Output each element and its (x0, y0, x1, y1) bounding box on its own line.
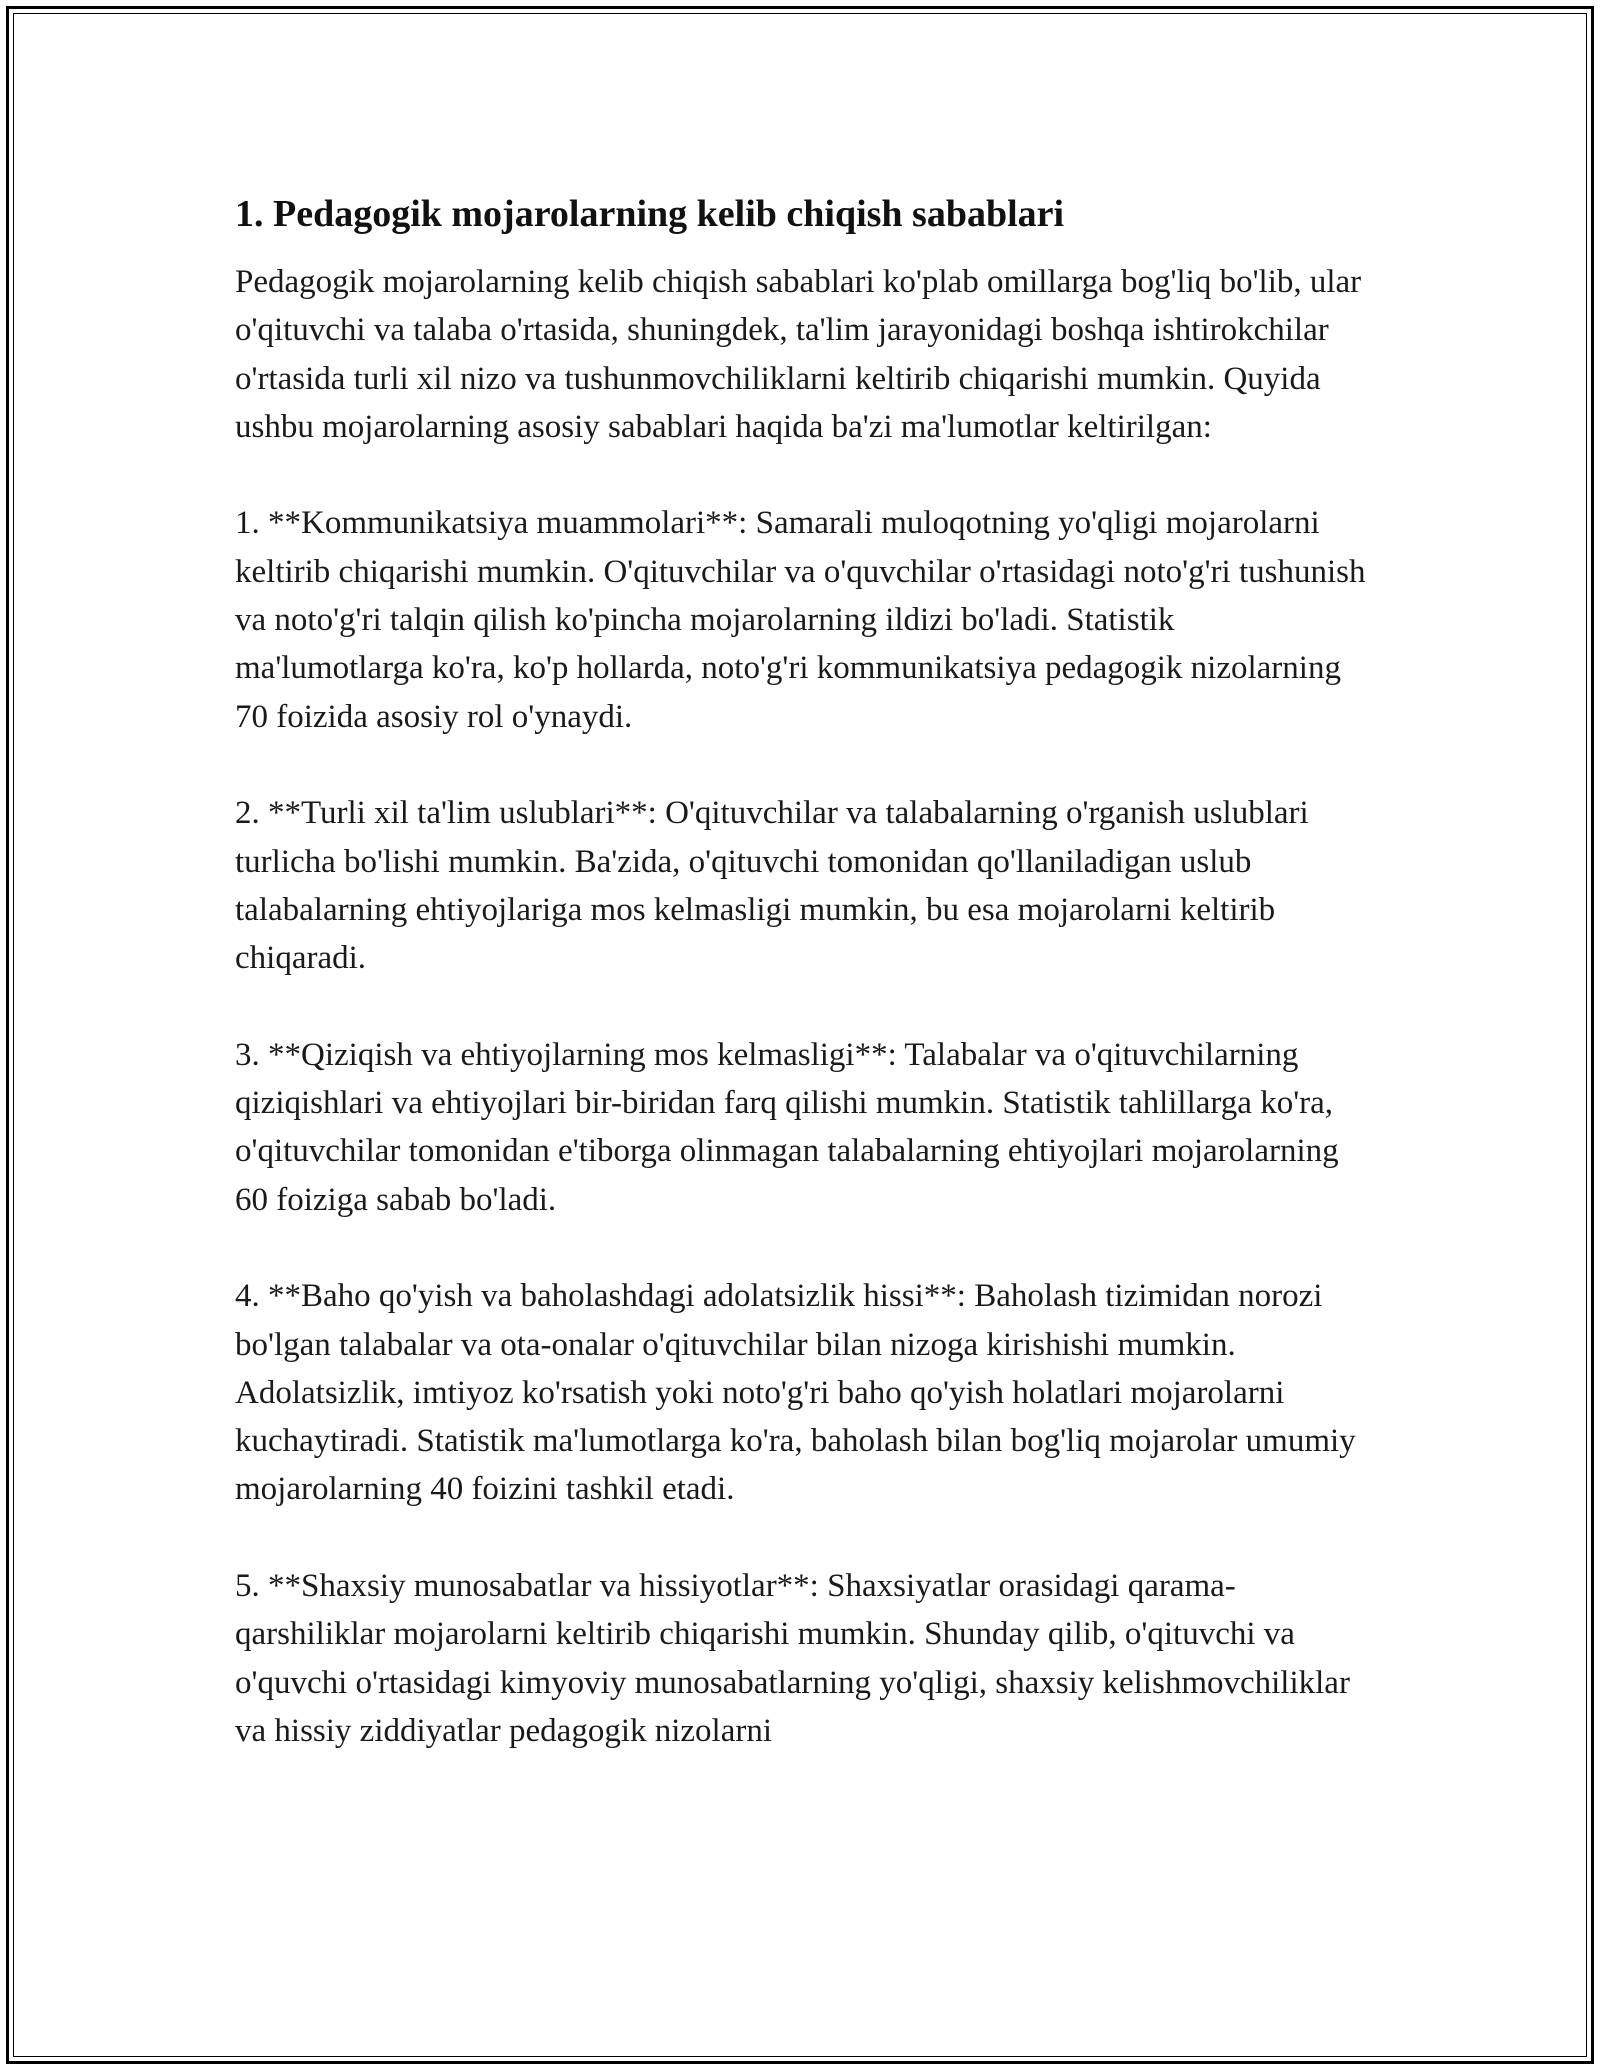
list-item-personal-relations: 5. **Shaxsiy munosabatlar va hissiyotlar**: Shaxsiyatlar orasidagi qarama-qarshiliklar mojarolarni keltirib chiqarishi mumkin. Shunday qilib, o'qituvchi va o'quvchi o'rtasidagi kimyoviy munosabatlarning yo'qligi, shaxsiy kelishmovchiliklar va hissiy ziddiyatlar pedagogik nizolarni (235, 1568, 1350, 1749)
page-title: 1. Pedagogik mojarolarning kelib chiqish sabablari (235, 193, 1065, 235)
list-item-learning-styles: 2. **Turli xil ta'lim uslublari**: O'qituvchilar va talabalarning o'rganish uslublari turlicha bo'lishi mumkin. Ba'zida, o'qituvchi tomonidan qo'llaniladigan uslub talabalarning ehtiyojlariga mos kelmasligi mumkin, bu esa mojarolarni keltirib chiqaradi. (235, 795, 1309, 977)
intro-paragraph: Pedagogik mojarolarning kelib chiqish sabablari ko'plab omillarga bog'liq bo'lib, ular o'qituvchi va talaba o'rtasida, shuningdek, ta'lim jarayonidagi boshqa ishtirokchilar o'rtasida turli xil nizo va tushunmovchiliklarni keltirib chiqarishi mumkin. Quyida ushbu mojarolarning asosiy sabablari haqida ba'zi ma'lumotlar keltirilgan: (235, 264, 1362, 445)
list-item-interests-needs: 3. **Qiziqish va ehtiyojlarning mos kelmasligi**: Talabalar va o'qituvchilarning qiziqishlari va ehtiyojlari bir-biridan farq qilishi mumkin. Statistik tahlillarga ko'ra, o'qituvchilar tomonidan e'tiborga olinmagan talabalarning ehtiyojlari mojarolarning 60 foiziga sabab bo'ladi. (235, 1036, 1339, 1218)
list-item-grading-fairness: 4. **Baho qo'yish va baholashdagi adolatsizlik hissi**: Baholash tizimidan norozi bo'lgan talabalar va ota-onalar o'qituvchilar bilan nizoga kirishishi mumkin. Adolatsizlik, imtiyoz ko'rsatish yoki noto'g'ri baho qo'yish holatlari mojarolarni kuchaytiradi. Statistik ma'lumotlarga ko'ra, baholash bilan bog'liq mojarolar umumiy mojarolarning 40 foizini tashkil etadi. (235, 1278, 1356, 1508)
document-body (235, 190, 1370, 1804)
list-item-communication: 1. **Kommunikatsiya muammolari**: Samarali muloqotning yo'qligi mojarolarni keltirib chiqarishi mumkin. O'qituvchilar va o'quvchilar o'rtasidagi noto'g'ri tushunish va noto'g'ri talqin qilish ko'pincha mojarolarning ildizi bo'ladi. Statistik ma'lumotlarga ko'ra, ko'p hollarda, noto'g'ri kommunikatsiya pedagogik nizolarning 70 foizida asosiy rol o'ynaydi. (235, 505, 1366, 735)
